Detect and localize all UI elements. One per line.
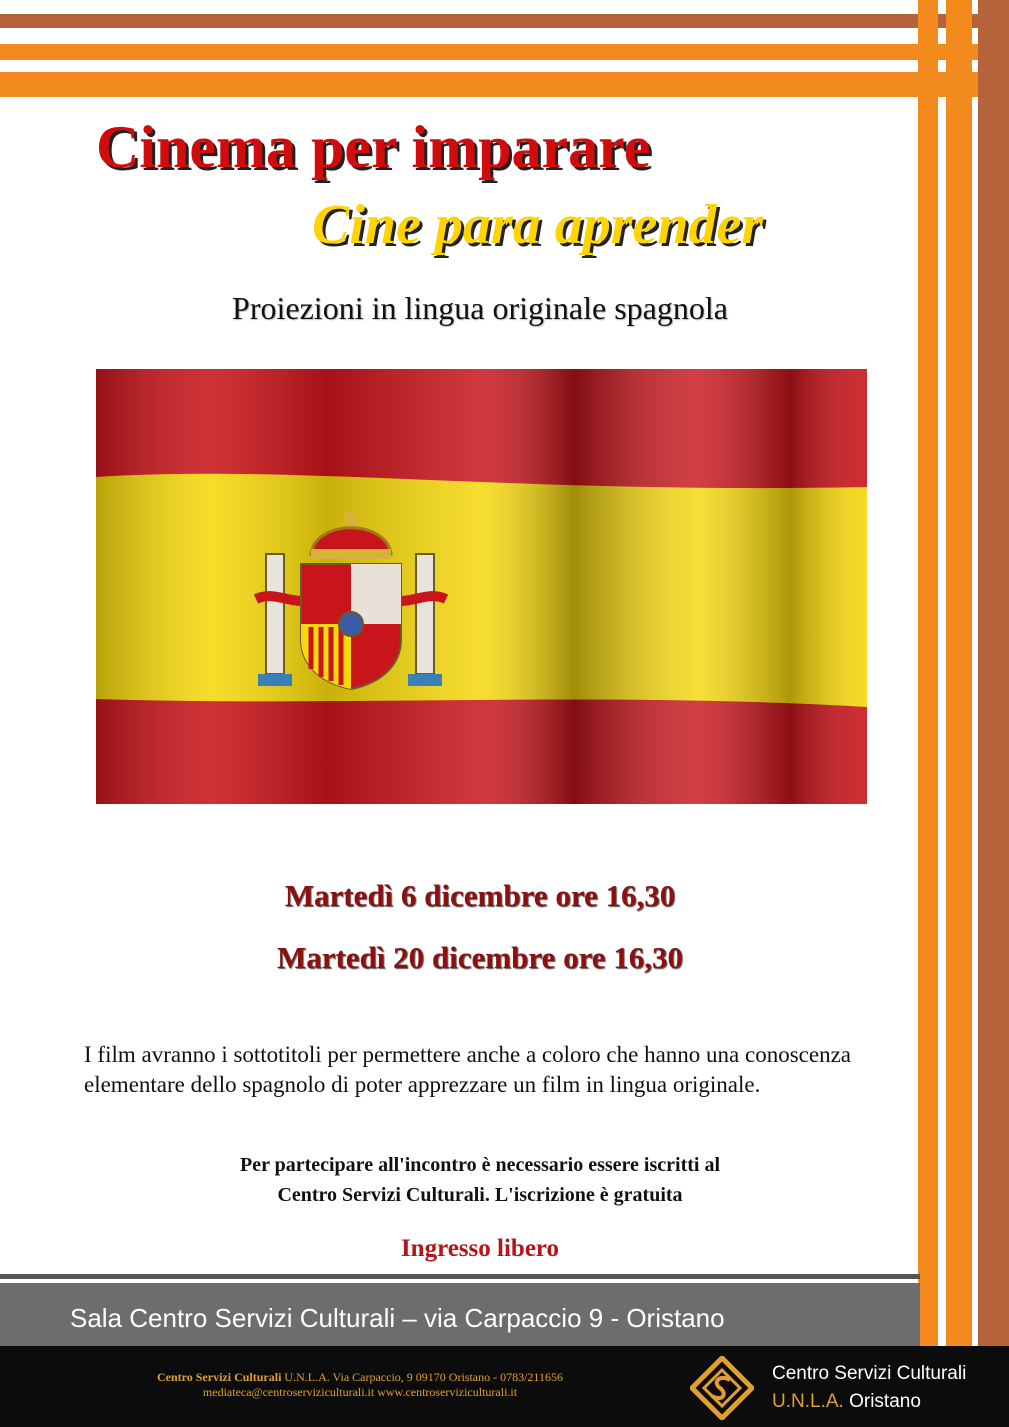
csc-logo-icon — [690, 1356, 754, 1420]
side-stripe-brown — [978, 0, 1009, 1346]
footer-contacts: mediateca@centroserviziculturali.it www.centroserviziculturali.it — [202, 1385, 518, 1399]
spanish-flag-icon — [96, 369, 867, 804]
top-stripe-brown — [0, 14, 1009, 28]
description-text: I film avranno i sottotitoli per permettere anche a coloro che hanno una conoscenza elementare dello spagnolo di poter apprezzare un film in lingua originale. — [84, 1042, 851, 1097]
logo-name: Centro Servizi Culturali — [772, 1363, 967, 1384]
subtitle: Proiezioni in lingua originale spagnola — [232, 290, 728, 326]
footer-address: U.N.L.A. Via Carpaccio, 9 09170 Oristano - 0783/211656 — [284, 1370, 563, 1384]
screening-date-2: Martedì 20 dicembre ore 16,30 — [276, 940, 684, 975]
title-spanish: Cine para aprender — [312, 194, 764, 256]
top-stripe-orange — [0, 44, 1009, 60]
side-stripe-orange-mid — [946, 0, 972, 1346]
admission-text: Ingresso libero — [400, 1235, 560, 1262]
screening-date-1: Martedì 6 dicembre ore 16,30 — [284, 878, 676, 913]
logo-subtitle — [772, 1390, 921, 1414]
venue-text: Sala Centro Servizi Culturali – via Carpaccio 9 - Oristano — [70, 1303, 725, 1333]
footer-address-line — [0, 1370, 720, 1384]
registration-notice-line-1: Per partecipare all'incontro è necessario essere iscritti al — [239, 1154, 721, 1176]
footer-org-name: Centro Servizi Culturali — [156, 1370, 282, 1384]
bottom-stripe-dark — [0, 1274, 920, 1279]
side-stripe-orange-left — [918, 0, 938, 1346]
registration-notice — [0, 1150, 960, 1210]
registration-notice-line-2: Centro Servizi Culturali. L'iscrizione è gratuita — [277, 1184, 683, 1206]
title-italian: Cinema per imparare — [96, 114, 651, 180]
logo-city: Oristano — [849, 1391, 921, 1412]
logo-org: U.N.L.A. — [772, 1391, 844, 1412]
top-stripe-orange-lower — [0, 72, 1009, 97]
